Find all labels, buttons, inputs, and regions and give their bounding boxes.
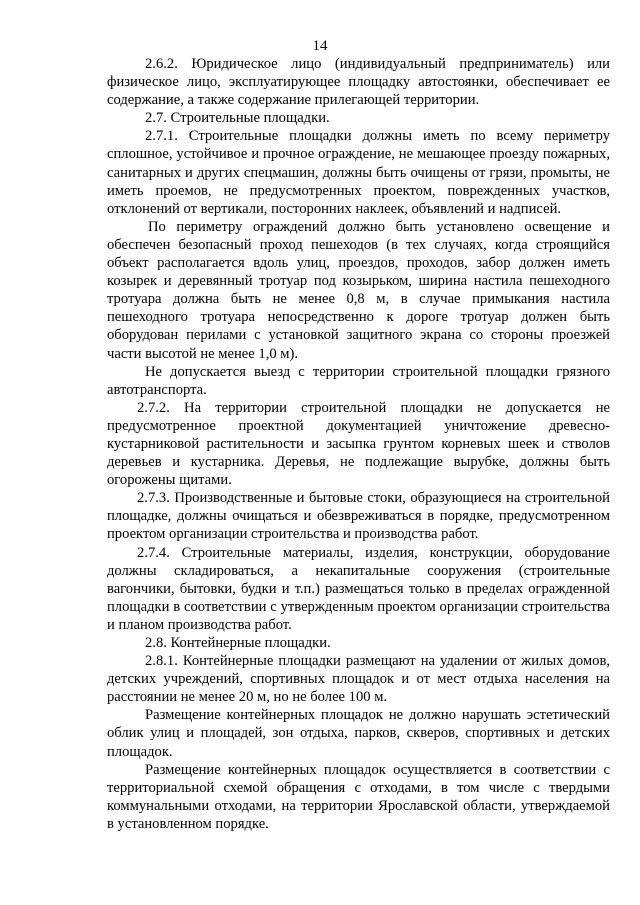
paragraph-vehicle-exit: Не допускается выезд с территории строительной площадки грязного автотранспорта. [107, 363, 610, 398]
paragraph-2-8-1: 2.8.1. Контейнерные площадки размещают на удалении от жилых домов, детских учреждений, спортивных площадок и от мест отдыха населения на расстоянии не менее 20 м, но не более 100 м. [107, 653, 610, 706]
paragraph-placement-scheme: Размещение контейнерных площадок осуществляется в соответствии с территориальной схемой обращения с отходами, в том числе с твердыми коммунальными отходами, на территории Ярославской области, утверждаемой в установленном порядке. [107, 761, 610, 832]
paragraph-2-7-3: 2.7.3. Производственные и бытовые стоки, образующиеся на строительной площадке, должны очищаться и обезвреживаться в порядке, предусмотренном проектом организации строительства и производства работ. [107, 490, 610, 543]
section-heading-2-7: 2.7. Строительные площадки. [145, 110, 330, 127]
paragraph-2-7-4: 2.7.4. Строительные материалы, изделия, конструкции, оборудование должны складироваться, а некапитальные сооружения (строительные вагончики, бытовки, будки и т.п.) размещаться только в пределах огражденной площадки в соответствии с утвержденным проектом организации строительства и планом производства работ. [107, 544, 610, 633]
paragraph-placement-aesthetics: Размещение контейнерных площадок не должно нарушать эстетический облик улиц и площадей, зон отдыха, парков, скверов, спортивных и детских площадок. [107, 707, 610, 760]
section-heading-2-8: 2.8. Контейнерные площадки. [145, 635, 331, 651]
paragraph-2-7-2: 2.7.2. На территории строительной площадки не допускается не предусмотренное проектной документацией уничтожение древесно-кустарниковой растительности и засыпка грунтом корневых шеек и стволов деревьев и кустарника. Деревья, не подлежащие вырубке, должны быть огорожены щитами. [107, 399, 610, 489]
paragraph-fence-lighting: По периметру ограждений должно быть установлено освещение и обеспечен безопасный проход пешеходов (в тех случаях, когда строящийся объект располагается вдоль улиц, проездов, проходов, забор должен иметь козырек и деревянный тротуар под козырьком, ширина настила пешеходного тротуара должна быть не менее 0,8 м, в случае примыкания настила пешеходного тротуара непосредственно к дороге тротуар должен быть оборудован перилами с установкой защитного экрана со стороны проезжей части высотой не менее 1,0 м). [107, 218, 610, 362]
page-number: 14 [312, 38, 328, 54]
paragraph-2-6-2: 2.6.2. Юридическое лицо (индивидуальный предприниматель) или физическое лицо, эксплуатирующее площадку автостоянки, обеспечивает ее содержание, а также содержание прилегающей территории. [107, 56, 610, 109]
paragraph-2-7-1: 2.7.1. Строительные площадки должны иметь по всему периметру сплошное, устойчивое и прочное ограждение, не мешающее проезду пожарных, санитарных и других спецмашин, должны быть очищены от грязи, промыты, не иметь проемов, не предусмотренных проектом, поврежденных участков, отклонений от вертикали, посторонних наклеек, объявлений и надписей. [107, 128, 610, 217]
document-body [107, 55, 610, 833]
